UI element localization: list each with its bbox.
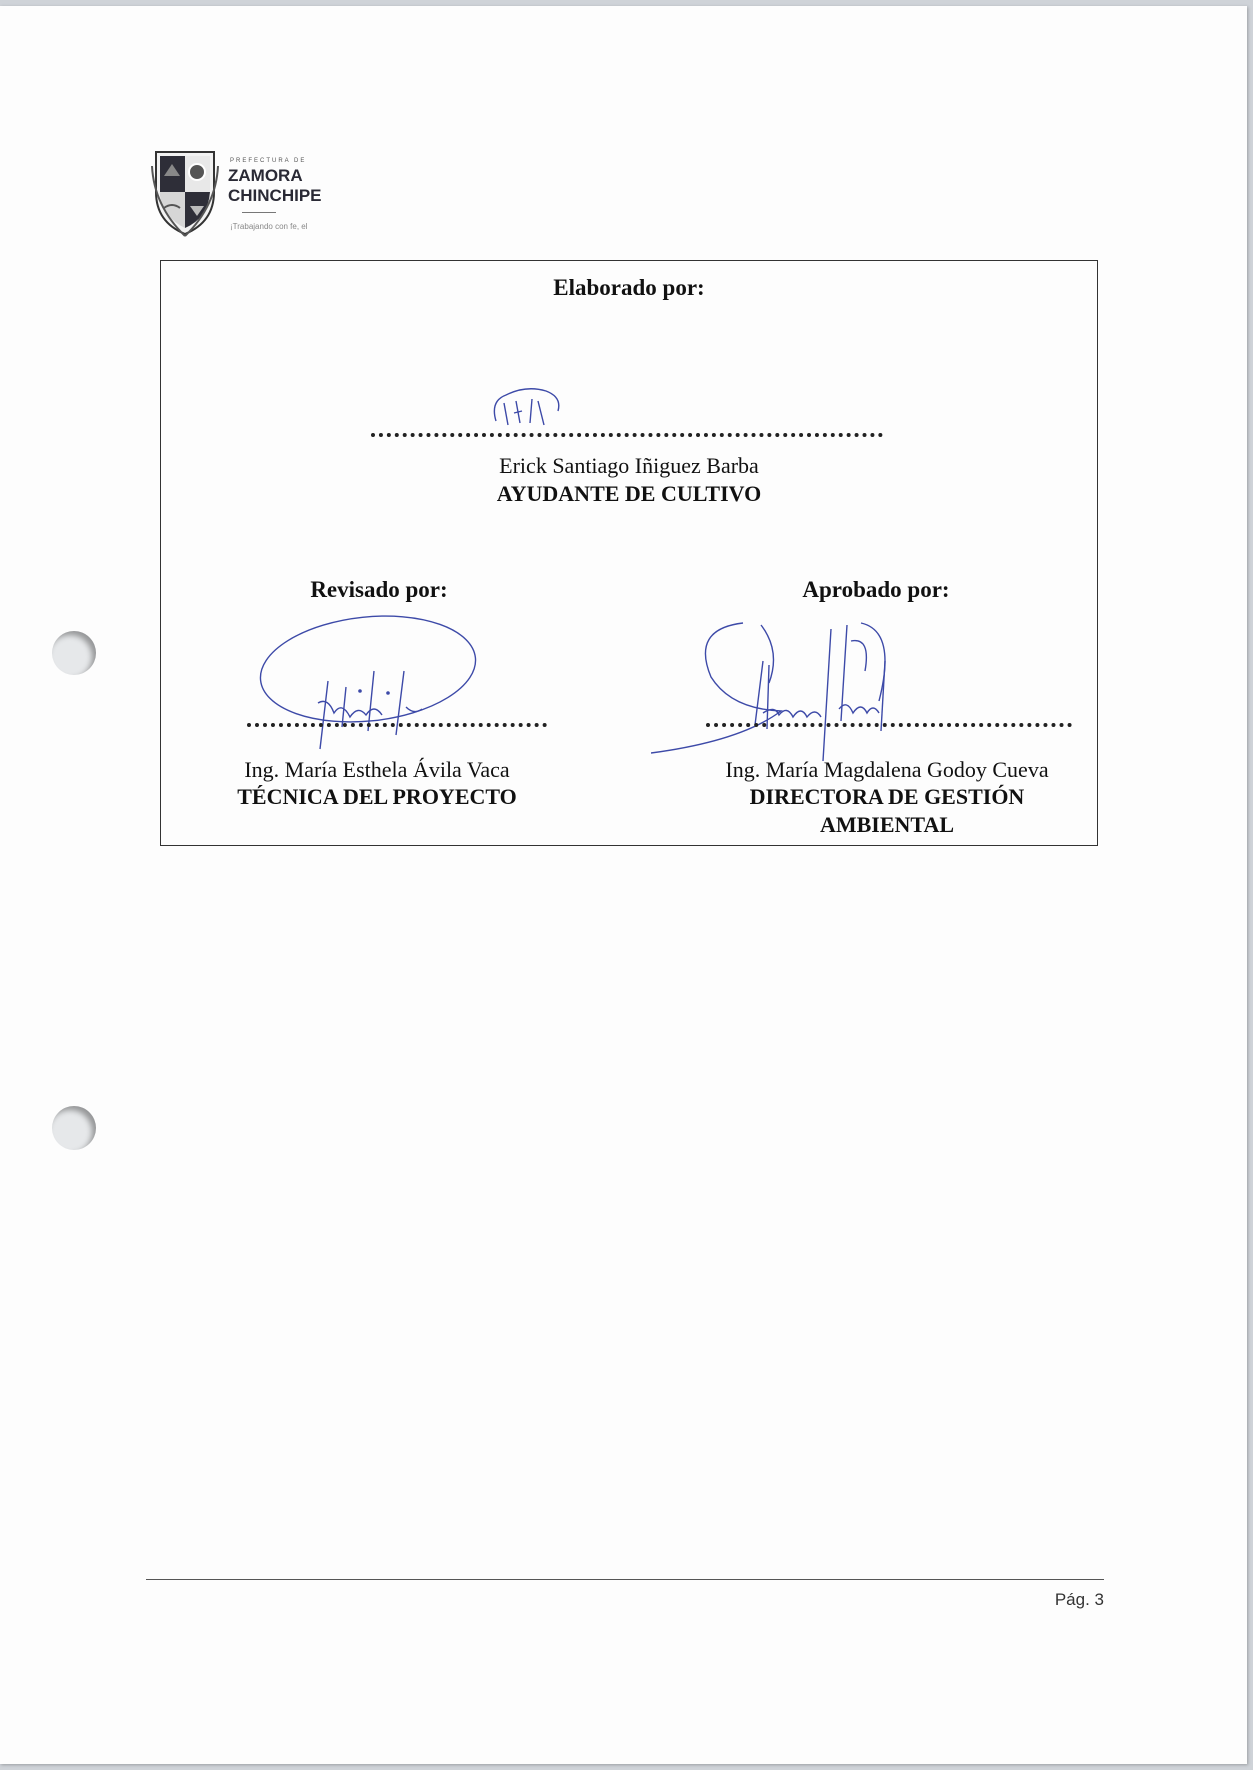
signature-icon [651,621,931,771]
logo-name-line2: CHINCHIPE [228,186,322,205]
aprobado-role-line2: AMBIENTAL [819,812,955,837]
signature-icon [486,381,576,431]
logo-name-line1: ZAMORA [228,166,303,185]
footer-rule [146,1579,1104,1580]
elaborado-heading: Elaborado por: [553,275,705,300]
revisado-signature-line [247,723,547,727]
punch-hole-top [52,631,96,675]
logo-motto: ¡Trabajando con fe, el [230,222,308,231]
elaborado-signature-line [371,433,883,437]
page-number: Pág. 3 [1054,1590,1104,1609]
revisado-role: TÉCNICA DEL PROYECTO [237,784,517,809]
signature-icon [256,611,496,751]
aprobado-signature-line [706,723,1072,727]
revisado-heading: Revisado por: [310,577,448,602]
signature-box [160,260,1098,846]
aprobado-role-line1: DIRECTORA DE GESTIÓN [749,784,1025,809]
elaborado-role: AYUDANTE DE CULTIVO [496,481,762,506]
elaborado-name: Erick Santiago Iñiguez Barba [499,453,759,478]
prefectura-logo [150,146,360,242]
aprobado-heading: Aprobado por: [802,577,950,602]
coat-of-arms-icon [150,146,220,238]
punch-hole-bottom [52,1106,96,1150]
revisado-name: Ing. María Esthela Ávila Vaca [244,757,510,782]
document-page [0,6,1247,1764]
logo-rule [242,212,276,213]
logo-small-text: PREFECTURA DE [230,158,307,164]
aprobado-name: Ing. María Magdalena Godoy Cueva [725,757,1049,782]
